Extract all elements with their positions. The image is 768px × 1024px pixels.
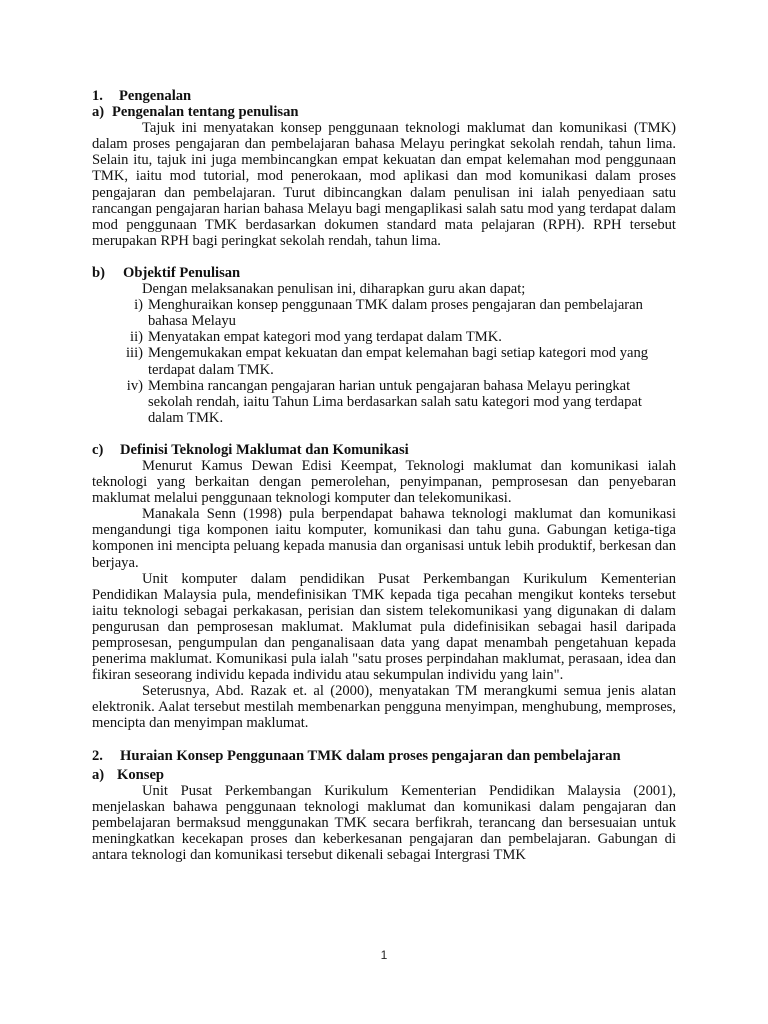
- page-number: 1: [380, 948, 388, 962]
- objectives-intro: Dengan melaksanakan penulisan ini, diharapkan guru akan dapat;: [142, 281, 526, 298]
- subsection-title: Pengenalan tentang penulisan: [112, 104, 299, 121]
- document-page: [92, 88, 676, 863]
- definition-paragraph: Seterusnya, Abd. Razak et. al (2000), menyatakan TM merangkumi semua jenis alatan elektronik. Aalat tersebut mestilah membenarkan pengguna menyimpan, menghubung, memproses, mencipta dan menyimpan maklumat.: [92, 683, 676, 732]
- list-item: [92, 378, 676, 426]
- subsection-marker: b): [92, 264, 105, 281]
- subsection-1c-heading: [92, 442, 676, 458]
- subsection-1a-heading: [92, 104, 676, 120]
- list-marker: ii): [130, 329, 143, 346]
- definition-paragraph: Unit komputer dalam pendidikan Pusat Perkembangan Kurikulum Kementerian Pendidikan Malaysia pula, mendefinisikan TMK kepada tiga pecahan mengikut konteks tersebut iaitu teknologi sebagai perkakasan, perisian dan sistem telekomunikasi yang digunakan di dalam pengurusan dan pemprosesan maklumat. Maklumat pula didefinisikan sebagai hasil daripada pemprosesan, pengumpulan dan penganalisaan data yang dapat menambah pengetahuan kepada penerima maklumat. Komunikasi pula ialah "satu proses perpindahan maklumat, perasaan, idea dan fikiran seseorang individu kepada individu atau sekumpulan individu yang lain".: [92, 570, 676, 684]
- section-1-heading: [92, 88, 676, 104]
- section-title: Pengenalan: [119, 88, 192, 104]
- section-title: Huraian Konsep Penggunaan TMK dalam proses pengajaran dan pembelajaran: [120, 747, 621, 764]
- list-marker: i): [134, 297, 143, 314]
- list-item: [92, 329, 676, 345]
- objectives-list: [92, 297, 676, 426]
- list-item: [92, 345, 676, 377]
- subsection-1b-heading: [92, 265, 676, 281]
- subsection-title: Definisi Teknologi Maklumat dan Komunikasi: [120, 441, 409, 458]
- section-number: 1.: [92, 88, 103, 104]
- subsection-title: Objektif Penulisan: [123, 264, 241, 281]
- subsection-marker: a): [92, 766, 105, 783]
- list-item-text: Menghuraikan konsep penggunaan TMK dalam proses pengajaran dan pembelajaran bahasa Melayu: [148, 297, 643, 330]
- list-item-text: Membina rancangan pengajaran harian untuk pengajaran bahasa Melayu peringkat sekolah rendah, iaitu Tahun Lima berdasarkan salah satu kategori mod yang terdapat dalam TMK.: [148, 377, 642, 426]
- list-item-text: Menyatakan empat kategori mod yang terdapat dalam TMK.: [148, 329, 502, 346]
- subsection-2a-heading: [92, 767, 676, 783]
- subsection-marker: a): [92, 104, 105, 121]
- concept-paragraph: Unit Pusat Perkembangan Kurikulum Kementerian Pendidikan Malaysia (2001), menjelaskan bahawa penggunaan teknologi maklumat dan komunikasi dalam pengajaran dan pembelajaran bermaksud menggunakan TMK secara berfikrah, terancang dan bersesuaian untuk meningkatkan kecekapan proses dan keberkesanan pengajaran dan pembelajaran. Gabungan di antara teknologi dan komunikasi tersebut dikenali sebagai Intergrasi TMK: [92, 782, 676, 864]
- list-marker: iii): [125, 345, 143, 362]
- section-number: 2.: [92, 747, 103, 764]
- subsection-title: Konsep: [117, 766, 165, 783]
- section-2-heading: [92, 748, 676, 764]
- subsection-marker: c): [92, 441, 104, 458]
- intro-paragraph: Tajuk ini menyatakan konsep penggunaan teknologi maklumat dan komunikasi (TMK) dalam proses pengajaran dan pembelajaran bahasa Melayu peringkat sekolah rendah, tahun lima. Selain itu, tajuk ini juga membincangkan empat kekuatan dan empat kelemahan mod penggunaan TMK, iaitu mod tutorial, mod penerokaan, mod aplikasi dan mod komunikasi dalam proses pengajaran dan pembelajaran. Turut dibincangkan dalam penulisan ini ialah penyediaan satu rancangan pengajaran harian bahasa Melayu bagi mengaplikasi salah satu mod yang terdapat dalam mod penggunaan TMK berdasarkan dokumen standard mata pelajaran (RPH). RPH tersebut merupakan RPH bagi peringkat sekolah rendah, tahun lima.: [92, 120, 676, 249]
- list-item: [92, 297, 676, 329]
- list-item-text: Mengemukakan empat kekuatan dan empat kelemahan bagi setiap kategori mod yang terdapat dalam TMK.: [148, 345, 649, 378]
- list-marker: iv): [126, 377, 143, 394]
- definition-paragraph: Manakala Senn (1998) pula berpendapat bahawa teknologi maklumat dan komunikasi mengandungi tiga komponen iaitu komputer, komunikasi dan tahu guna. Gabungan ketiga-tiga komponen ini mencipta peluang kepada manusia dan organisasi untuk lebih produktif, berkesan dan berjaya.: [92, 506, 676, 571]
- definition-paragraph: Menurut Kamus Dewan Edisi Keempat, Teknologi maklumat dan komunikasi ialah teknologi yang berkaitan dengan pemerolehan, penyimpanan, pemprosesan dan penyebaran maklumat melalui penggunaan teknologi komputer dan telekomunikasi.: [92, 457, 676, 507]
